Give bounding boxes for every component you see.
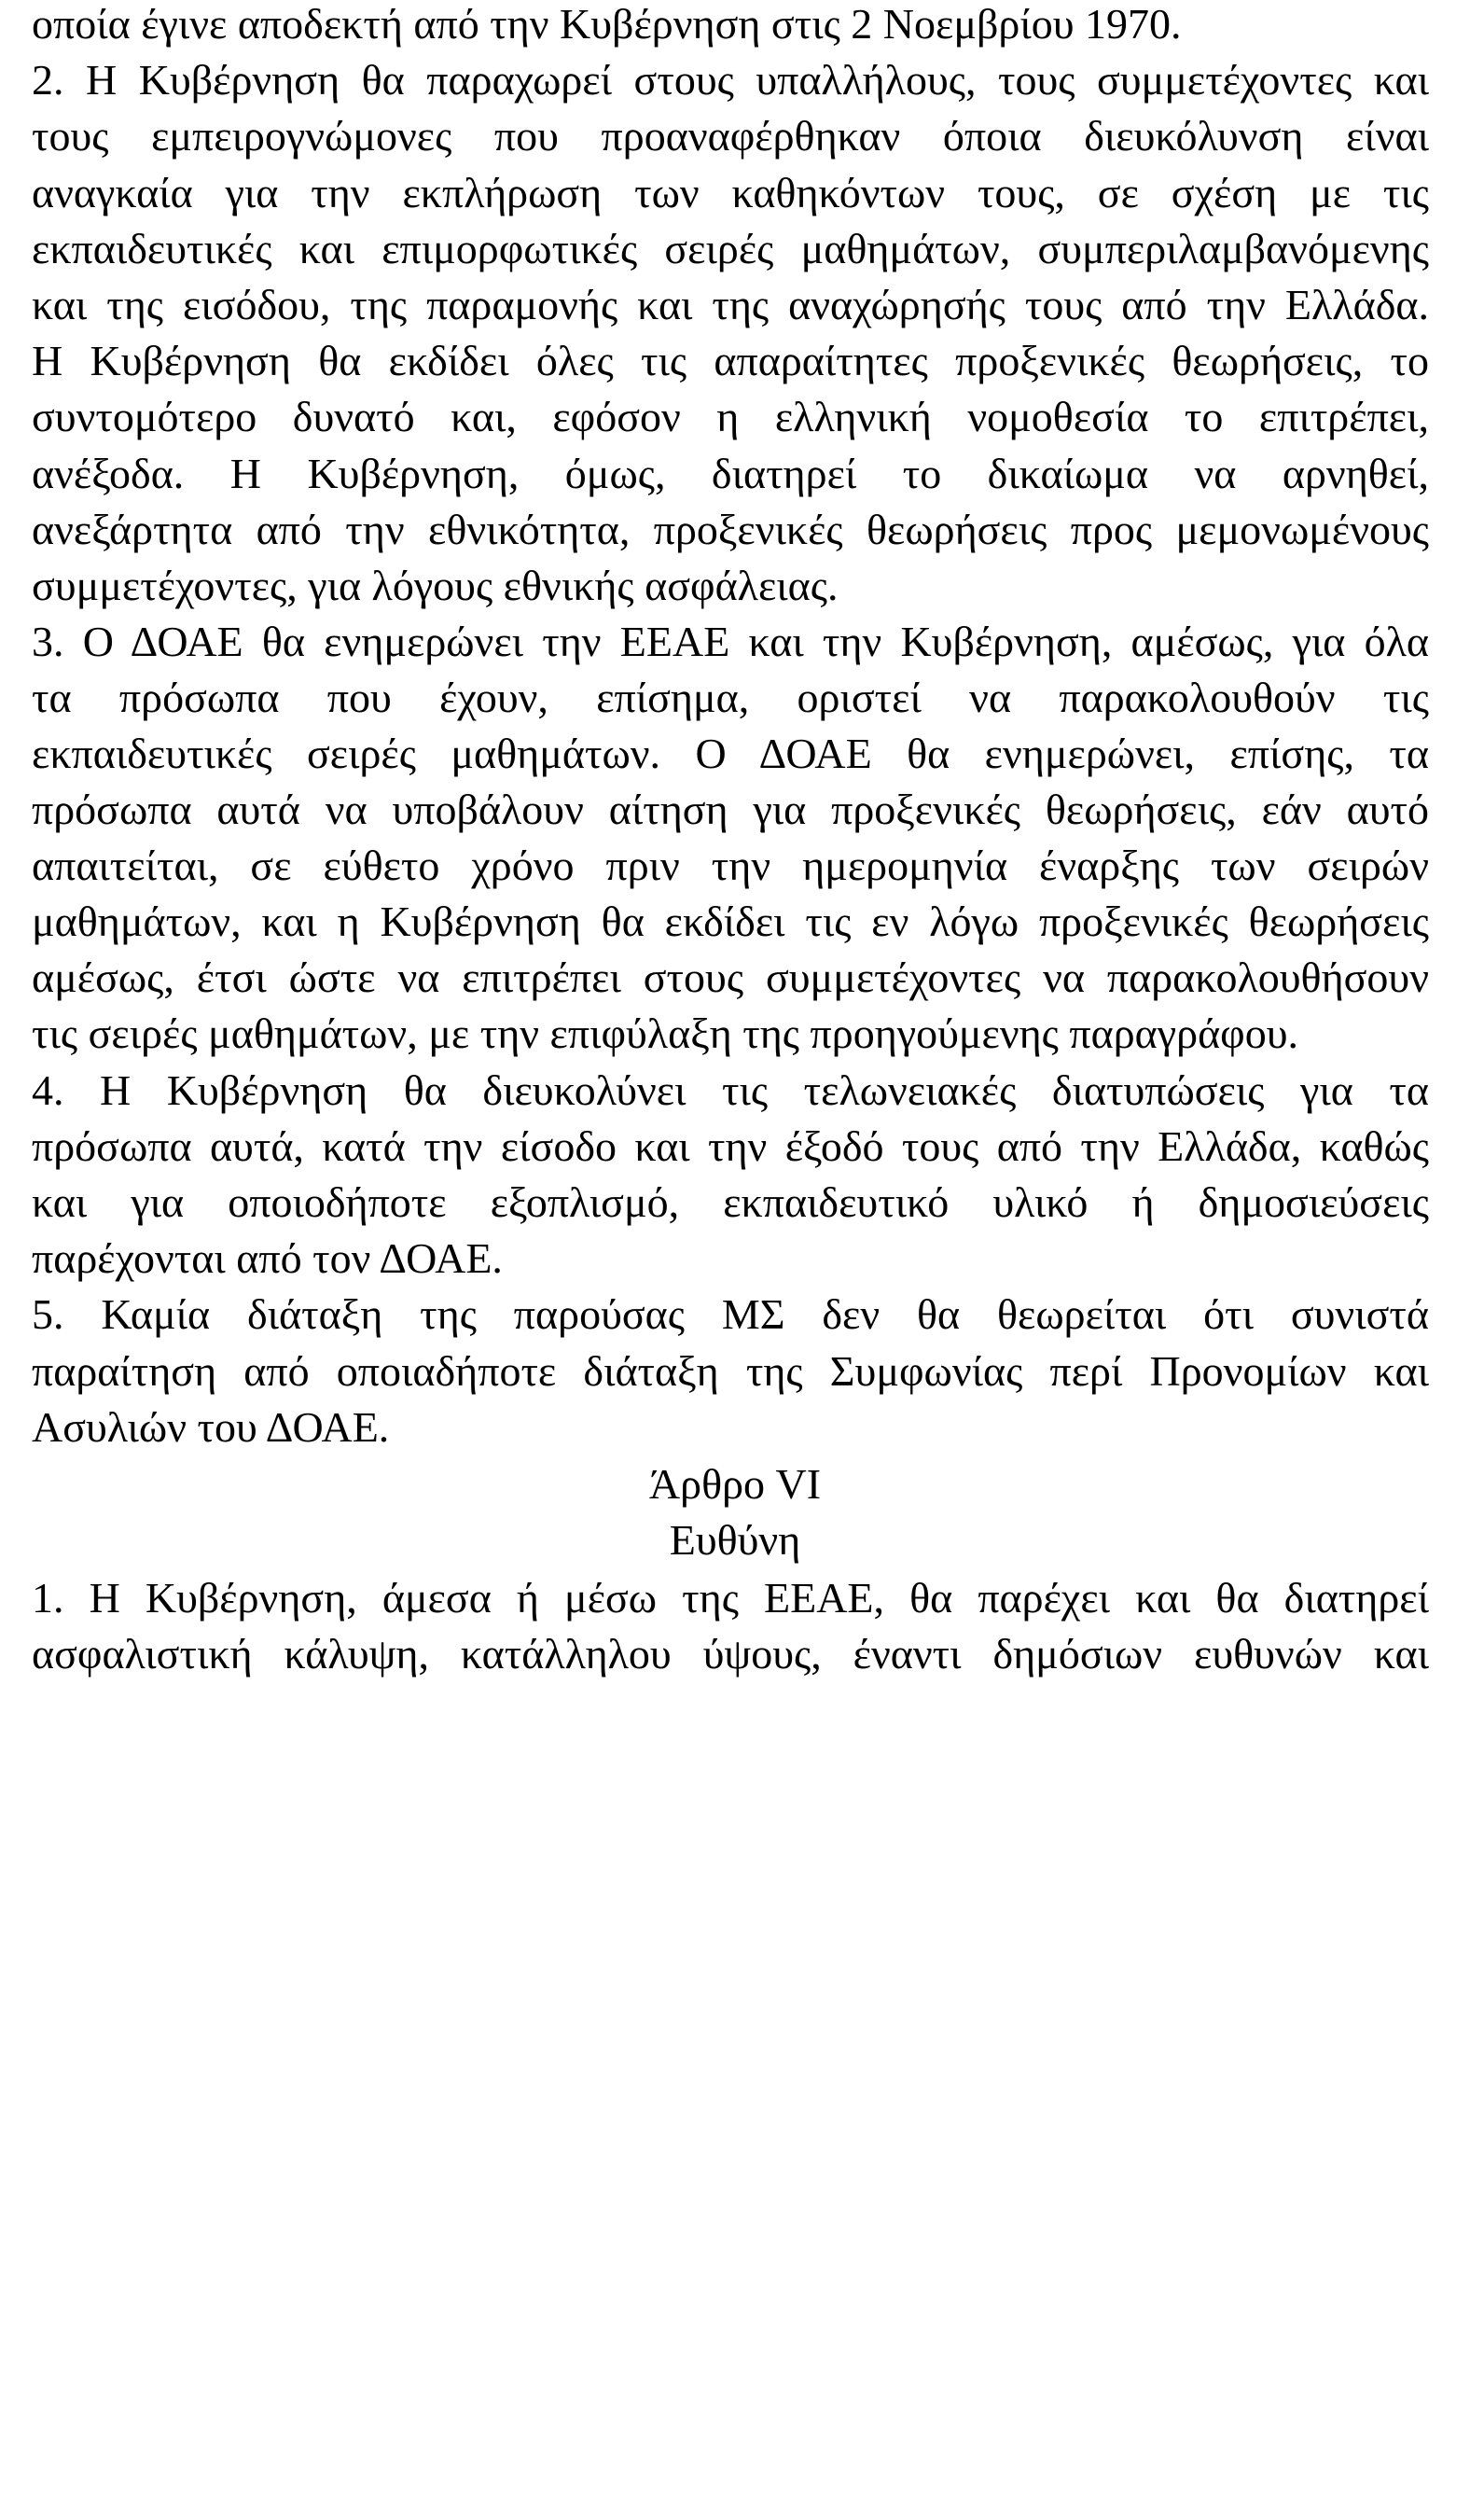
text-line: τους εμπειρογνώμονες που προαναφέρθηκαν όποια διευκόλυνση είναι <box>32 112 1429 160</box>
text-line: 2. Η Κυβέρνηση θα παραχωρεί στους υπαλλήλους, τους συμμετέχοντες και <box>32 56 1429 104</box>
text-line: παρέχονται από τον ΔΟΑΕ. <box>32 1234 503 1282</box>
text-line: αμέσως, έτσι ώστε να επιτρέπει στους συμμετέχοντες να παρακολουθήσουν <box>32 954 1429 1001</box>
text-line: συμμετέχοντες, για λόγους εθνικής ασφάλειας. <box>32 562 839 609</box>
text-line: εκπαιδευτικές σειρές μαθημάτων. Ο ΔΟΑΕ θα ενημερώνει, επίσης, τα <box>32 730 1429 777</box>
text-line: 5. Καμία διάταξη της παρούσας ΜΣ δεν θα θεωρείται ότι συνιστά <box>32 1290 1429 1338</box>
text-line: 4. Η Κυβέρνηση θα διευκολύνει τις τελωνειακές διατυπώσεις για τα <box>32 1066 1429 1114</box>
text-line: ανεξάρτητα από την εθνικότητα, προξενικές θεωρήσεις προς μεμονωμένους <box>32 506 1429 553</box>
text-line: Ασυλιών του ΔΟΑΕ. <box>32 1403 390 1451</box>
article-number: Άρθρο VI <box>648 1460 822 1508</box>
text-line: και της εισόδου, της παραμονής και της αναχώρησής τους από την Ελλάδα. <box>32 281 1429 328</box>
text-line: και για οποιοδήποτε εξοπλισμό, εκπαιδευτικό υλικό ή δημοσιεύσεις <box>32 1178 1429 1226</box>
text-line: μαθημάτων, και η Κυβέρνηση θα εκδίδει τις εν λόγω προξενικές θεωρήσεις <box>32 898 1429 945</box>
text-line: 3. Ο ΔΟΑΕ θα ενημερώνει την ΕΕΑΕ και την Κυβέρνηση, αμέσως, για όλα <box>32 618 1429 665</box>
text-line: αναγκαία για την εκπλήρωση των καθηκόντων τους, σε σχέση με τις <box>32 169 1429 216</box>
text-line: ανέξοδα. Η Κυβέρνηση, όμως, διατηρεί το δικαίωμα να αρνηθεί, <box>32 450 1429 497</box>
text-line: τις σειρές μαθημάτων, με την επιφύλαξη της προηγούμενης παραγράφου. <box>32 1009 1298 1057</box>
text-line: εκπαιδευτικές και επιμορφωτικές σειρές μαθημάτων, συμπεριλαμβανόμενης <box>32 225 1429 272</box>
text-line: τα πρόσωπα που έχουν, επίσημα, οριστεί να παρακολουθούν τις <box>32 674 1429 721</box>
text-line: οποία έγινε αποδεκτή από την Κυβέρνηση στις 2 Νοεμβρίου 1970. <box>32 0 1182 48</box>
article-title: Ευθύνη <box>669 1516 801 1564</box>
text-line: παραίτηση από οποιαδήποτε διάταξη της Συμφωνίας περί Προνομίων και <box>32 1347 1429 1395</box>
text-line: πρόσωπα αυτά να υποβάλουν αίτηση για προξενικές θεωρήσεις, εάν αυτό <box>32 786 1429 833</box>
text-line: 1. Η Κυβέρνηση, άμεσα ή μέσω της ΕΕΑΕ, θα παρέχει και θα διατηρεί <box>32 1574 1429 1622</box>
text-line: συντομότερο δυνατό και, εφόσον η ελληνική νομοθεσία το επιτρέπει, <box>32 393 1429 440</box>
text-line: ασφαλιστική κάλυψη, κατάλληλου ύψους, έναντι δημόσιων ευθυνών και <box>32 1630 1429 1678</box>
text-line: απαιτείται, σε εύθετο χρόνο πριν την ημερομηνία έναρξης των σειρών <box>32 842 1429 889</box>
text-line: πρόσωπα αυτά, κατά την είσοδο και την έξοδό τους από την Ελλάδα, καθώς <box>32 1122 1429 1170</box>
text-line: Η Κυβέρνηση θα εκδίδει όλες τις απαραίτητες προξενικές θεωρήσεις, το <box>32 337 1429 384</box>
